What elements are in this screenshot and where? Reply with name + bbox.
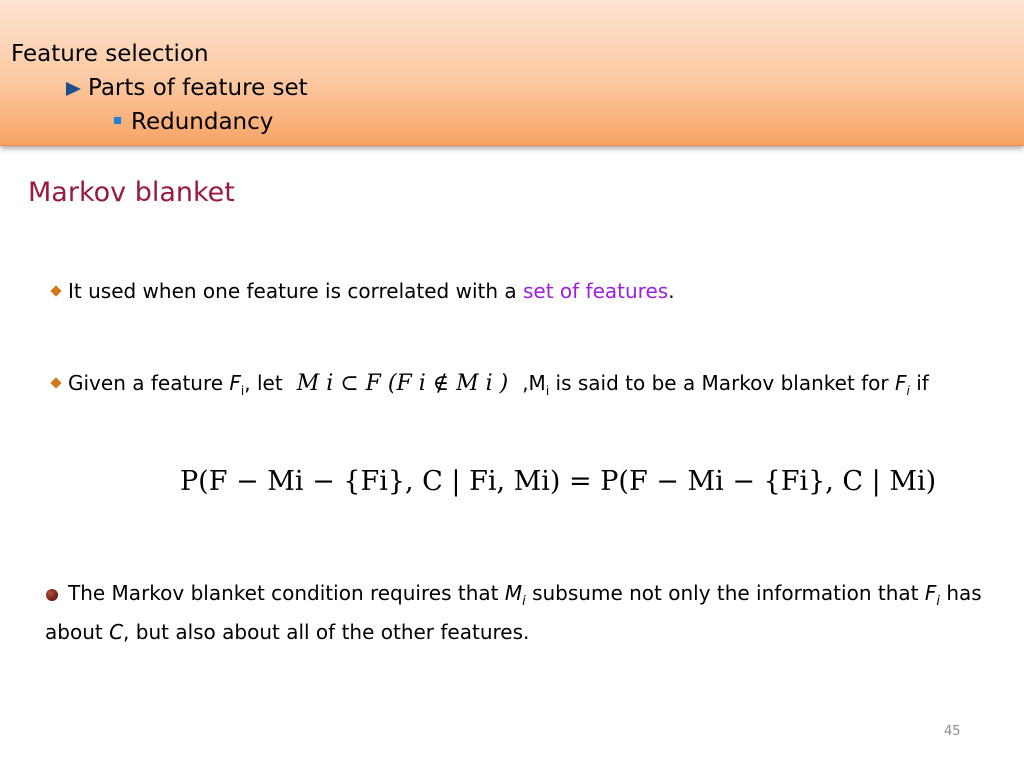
bullet-3-text-b: subsume not only the information that: [525, 581, 925, 605]
bullet-2-text-c: ,M: [522, 371, 546, 395]
slide-header: [0, 0, 1024, 146]
arrow-right-icon: [66, 82, 81, 96]
diamond-bullet-icon: [50, 377, 61, 388]
bullet-2-text-b: , let: [244, 371, 283, 395]
bullet-2-text-e: if: [909, 371, 929, 395]
header-level1: [11, 40, 209, 68]
bullet-2-sub-3: i: [906, 384, 910, 398]
markov-blanket-equation: P(F − Mi − {Fi}, C | Fi, Mi) = P(F − Mi − {Fi}, C | Mi): [180, 466, 937, 497]
bullet-2-sub-2: i: [545, 384, 550, 398]
bullet-3: [45, 578, 985, 648]
bullet-2-F-2: F: [895, 371, 907, 395]
bullet-2-F: F: [229, 371, 241, 395]
square-bullet-icon: [114, 117, 121, 124]
bullet-2-formula: M i ⊂ F (F i ∉ M i ): [296, 371, 509, 396]
bullet-3-text-c: has about: [45, 581, 982, 644]
bullet-3-sub-2: i: [936, 594, 940, 609]
header-level1-label: Feature selection: [11, 41, 209, 67]
page-number: 45: [944, 724, 961, 739]
slide-title: Markov blanket: [28, 177, 235, 208]
bullet-3-text-d: , but also about all of the other features.: [123, 620, 530, 644]
bullet-3-C: C: [109, 620, 124, 644]
bullet-3-M: M: [504, 581, 523, 605]
header-level2: [66, 74, 308, 102]
bullet-1-end: .: [668, 279, 675, 303]
bullet-2: [50, 370, 929, 404]
bullet-1-highlight: set of features: [523, 279, 669, 303]
bullet-2-text-d: is said to be a Markov blanket for: [549, 371, 896, 395]
bullet-2-text-a: Given a feature: [68, 371, 230, 395]
bullet-1: [50, 278, 675, 304]
bullet-3-text-a: The Markov blanket condition requires that: [68, 581, 505, 605]
header-level3: [114, 108, 273, 136]
diamond-bullet-icon: [50, 285, 61, 296]
header-level3-label: Redundancy: [131, 109, 274, 135]
round-bullet-icon: [46, 589, 58, 601]
bullet-3-F: F: [924, 581, 937, 605]
bullet-3-sub: i: [522, 594, 526, 609]
bullet-2-sub: i: [240, 384, 245, 398]
bullet-1-text: It used when one feature is correlated with a: [68, 279, 523, 303]
header-level2-label: Parts of feature set: [88, 75, 308, 101]
